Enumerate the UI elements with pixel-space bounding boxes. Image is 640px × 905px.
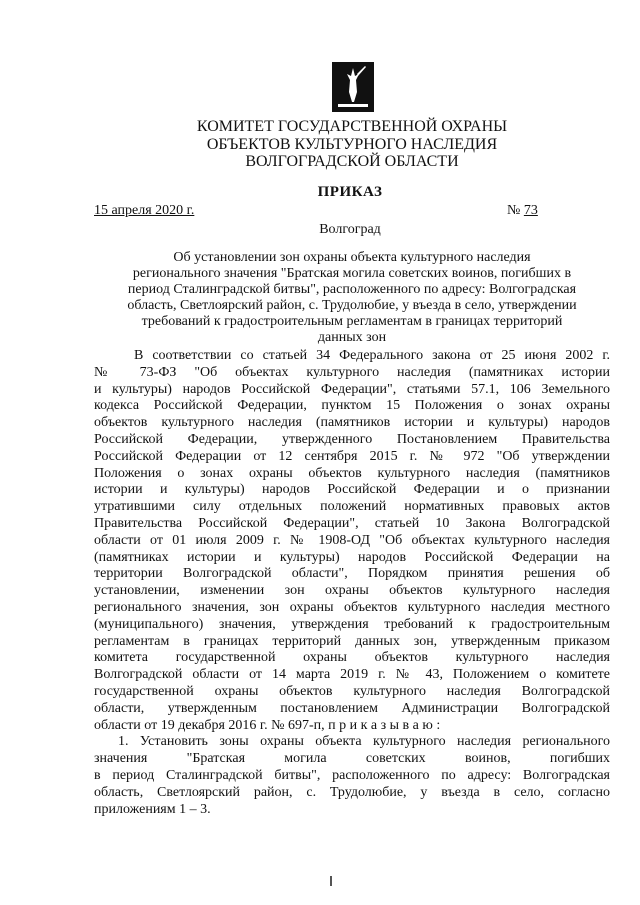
subject-line: Об установлении зон охраны объекта культурного наследия [173,250,531,265]
document-subject [110,250,594,346]
body-line: утратившими силу отдельных положений нормативных правовых актов [94,499,610,515]
body-line: регламентам в границах территорий данных зон, утвержденным приказом [94,633,610,649]
document-city: Волгоград [319,222,381,237]
body-line: (муниципального) значения, утверждения требований к градостроительным [94,616,610,632]
body-line: Положения о зонах охраны объектов культурного наследия (памятников [94,465,610,481]
subject-line: регионального значения "Братская могила советских воинов, погибших в [132,266,572,281]
volgograd-emblem-icon [332,62,374,112]
body-line: области от 01 июля 2009 г. № 1908-ОД "Об объектах культурного наследия [94,532,610,548]
subject-line: период Сталинградской битвы", расположенного по адресу: Волгоградская [127,282,577,297]
body-line: № 73-ФЗ "Об объектах культурного наследия (памятниках истории [94,364,610,380]
number-value: 73 [523,203,538,218]
org-name-line-3: ВОЛГОГРАДСКОЙ ОБЛАСТИ [245,153,459,170]
document-number [507,203,538,219]
body-line: государственной охраны объектов культурного наследия Волгоградской [94,683,610,699]
body-line: области от 19 декабря 2016 г. № 697-п, п р и к а з ы в а ю : [94,717,441,733]
body-line: в период Сталинградской битвы", расположенного по адресу: Волгоградская [94,767,610,783]
body-line: регионального значения, зон охраны объектов культурного наследия местного [94,599,610,615]
body-line: области, утвержденным постановлением Администрации Волгоградской [94,700,610,716]
number-prefix: № [507,203,524,218]
body-line: Волгоградской области от 14 марта 2019 г. № 43, Положением о комитете [94,667,610,683]
subject-line: данных зон [317,330,387,345]
body-line: Правительства Российской Федерации", статьей 10 Закона Волгоградской [94,515,610,531]
body-line: объектов культурного наследия (памятников истории и культуры) народов [94,415,610,431]
body-line: кодекса Российской Федерации, пунктом 15 Положения о зонах охраны [94,398,610,414]
body-line: территории Волгоградской области", Порядком принятия решения об [94,566,610,582]
body-line: истории и культуры) народов Российской Федерации и о признании [94,482,610,498]
body-line: область, Светлоярский район, с. Трудолюбие, у въезда в село, согласно [94,784,610,800]
body-line: (памятниках истории и культуры) народов Российской Федерации на [94,549,610,565]
body-line: и культуры) народов Российской Федерации", статьями 57.1, 106 Земельного [94,381,610,397]
body-line: 1. Установить зоны охраны объекта культурного наследия регионального [118,734,610,750]
document-date: 15 апреля 2020 г. [94,203,195,218]
document-title: ПРИКАЗ [317,184,383,200]
body-line: Российской Федерации, утвержденного Постановлением Правительства [94,431,610,447]
body-line: значения "Братская могила советских воинов, погибших [94,751,610,767]
subject-line: область, Светлоярский район, с. Трудолюбие, у въезда в село, утверждении [127,298,577,313]
org-name-line-1: КОМИТЕТ ГОСУДАРСТВЕННОЙ ОХРАНЫ [196,118,508,135]
body-line: В соответствии со статьей 34 Федерального закона от 25 июня 2002 г. [134,348,610,363]
body-line: установлении, изменении зон охраны объектов культурного наследия [94,583,610,599]
body-line: комитета государственной охраны объектов культурного наследия [94,650,610,666]
subject-line: требований к градостроительным регламентам в границах территорий [141,314,563,329]
body-line: приложениям 1 – 3. [94,801,211,817]
body-line: Российской Федерации от 12 сентября 2015 г. № 972 "Об утверждении [94,448,610,464]
scan-mark [330,876,332,886]
document-body [94,348,610,818]
org-name-line-2: ОБЪЕКТОВ КУЛЬТУРНОГО НАСЛЕДИЯ [206,136,498,153]
